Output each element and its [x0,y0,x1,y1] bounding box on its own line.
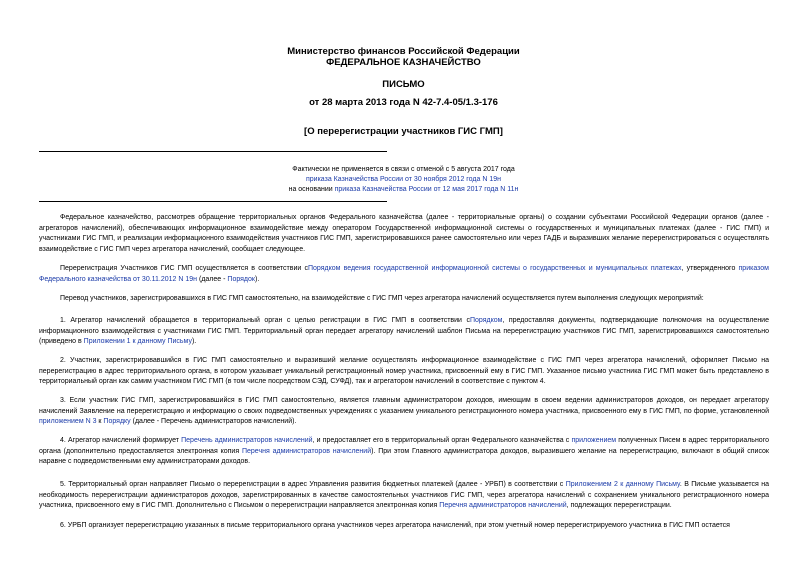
link-appendix-n3[interactable]: приложением N 3 [39,418,97,426]
link-admin-list[interactable]: Перечень администраторов начислений [181,437,313,444]
link-poryadok-item3[interactable]: Порядку [103,418,131,426]
document-subject: [О перерегистрации участников ГИС ГМП] [304,126,503,137]
notice-link-order-19n[interactable]: приказа Казначейства России от 30 ноября 2012 года N 19н [306,176,501,183]
notice-link-order-11n[interactable]: приказа Казначейства России от 12 мая 2017 года N 11н [334,186,519,193]
paragraph-item-1: 1. Агрегатор начислений обращается в территориальный орган с целью регистрации в ГИС ГМП в соответствии сПорядком, предоставляя документы, подтверждающие полномочия на осуществление информационного взаимодействия с участниками ГИС ГМП. Территориальный орган передает агрегатору начислений шаблон Письма на перерегистрацию участников ГИС ГМП, зарегистрировавшихся самостоятельно (приведено в Приложении 1 к данному Письму). [39,317,769,346]
divider-top [39,151,387,152]
paragraph-reregistration: Перерегистрация Участников ГИС ГМП осуществляется в соответствии сПорядком ведения государственной информационной системы о государственных и муниципальных платежах, утвержденного приказом Федерального казначейства от 30.11.2012 N 19н (далее - Порядок). [39,265,769,283]
paragraph-item-2: 2. Участник, зарегистрировавшийся в ГИС ГМП самостоятельно и выразивший желание осуществлять информационное взаимодействие с ГИС ГМП через агрегатора начислений, оформляет Письмо на перерегистрацию в адрес территориального органа, в котором указывает уникальный регистрационный номер участника, присвоенный ему в ГИС ГМП. Указанное письмо участника ГИС ГМП может быть представлено в территориальный орган как самим участником ГИС ГМП (в том числе посредством СЭД, СУФД), так и агрегатором начислений в соответствие с пунктом 4. [39,357,769,386]
link-order-19n[interactable]: приказом Федерального казначейства от 30.11.2012 N 19н [39,265,769,283]
treasury-name: ФЕДЕРАЛЬНОЕ КАЗНАЧЕЙСТВО [326,57,481,68]
document-type: ПИСЬМО [382,79,425,90]
link-poryadok[interactable]: Порядок [227,275,255,283]
link-attachment[interactable]: приложением [571,437,617,444]
paragraph-item-5: 5. Территориальный орган направляет Письмо о перерегистрации в адрес Управления развития бюджетных платежей (далее - УРБП) в соответствии с Приложением 2 к данному Письму. В Письме указывается на необходимость перерегистрации администраторов доходов, зарегистрированных в качестве самостоятельных участников ГИС ГМП, через агрегатора начислений с сохранением уникального регистрационного номера участника, присвоенного ему в ГИС ГМП. Дополнительно с Письмом о перерегистрации направляется электронная копия Перечня администраторов начислений, подлежащих перерегистрации. [39,481,770,510]
divider-bottom [39,201,387,202]
link-admin-list-item5[interactable]: Перечня администраторов начислений [439,502,567,510]
paragraph-item-3: 3. Если участник ГИС ГМП, зарегистрировавшийся в ГИС ГМП самостоятельно, является главным администратором доходов, имеющим в своем ведении администраторов доходов, он передает агрегатору начислений Заявление на перерегистрацию и информацию о своих подведомственных учреждениях с указанием уникального регистрационного номера участника, присвоенного ему в ГИС ГМП, по форме, установленной приложением N 3 к Порядку (далее - Перечень администраторов начислений). [39,397,769,426]
document-date-number: от 28 марта 2013 года N 42-7.4-05/1.3-176 [309,97,498,108]
paragraph-item-6: 6. УРБП организует перерегистрацию указанных в письме территориального органа участников через агрегатора начислений, при этом учетный номер перерегистрируемого участника в ГИС ГМП остается [60,522,730,529]
notice-line-1: Фактически не применяется в связи с отменой с 5 августа 2017 года [292,166,515,173]
paragraph-transfer: Перевод участников, зарегистрировавшихся в ГИС ГМП самостоятельно, на взаимодействие с ГИС ГМП через агрегатора начислений осуществляется путем выполнения следующих мероприятий: [60,295,704,302]
link-appendix-2[interactable]: Приложением 2 к данному Письму [565,481,680,488]
link-appendix-1[interactable]: Приложении 1 к данному Письму [83,338,192,346]
notice-line-3: на основании приказа Казначейства России от 12 мая 2017 года N 11н [288,186,519,193]
paragraph-item-4: 4. Агрегатор начислений формирует Перечень администраторов начислений, и предоставляет его в территориальный орган Федерального казначейства с приложением полученных Писем в адрес территориального органа (дополнительно предоставляется электронная копия Перечня администраторов начислений). При этом Главного администратора доходов, выразившего желание на перерегистрацию, включают в общий список наравне с подведомственными ему администраторами доходов. [39,437,769,466]
status-notice [0,165,807,195]
paragraph-intro: Федеральное казначейство, рассмотрев обращение территориальных органов Федерального казначейства (далее - территориальные органы) о создании субъектами Российской Федерации органов (далее - агрегаторов начислений), обеспечивающих информационное взаимодействие между оператором Государственной информационной системы о государственных и муниципальных платежах (далее - ГИС ГМП) и участниками ГИС ГМП, и реализации информационного взаимодействия участников ГИС ГМП, зарегистрировавшихся ранее самостоятельно или через ГАДБ и выразивших желание перерегистрироваться с осуществлять взаимодействие с ГИС ГМП через агрегатора начислений, сообщает следующее. [39,214,769,253]
link-poryadok-full[interactable]: Порядком ведения государственной информационной системы о государственных и муниципальных платежах [307,265,682,272]
ministry-name: Министерство финансов Российской Федерации [287,46,520,57]
link-admin-list-copy[interactable]: Перечня администраторов начислений [241,447,372,455]
link-poryadok-item1[interactable]: Порядком [469,317,503,324]
